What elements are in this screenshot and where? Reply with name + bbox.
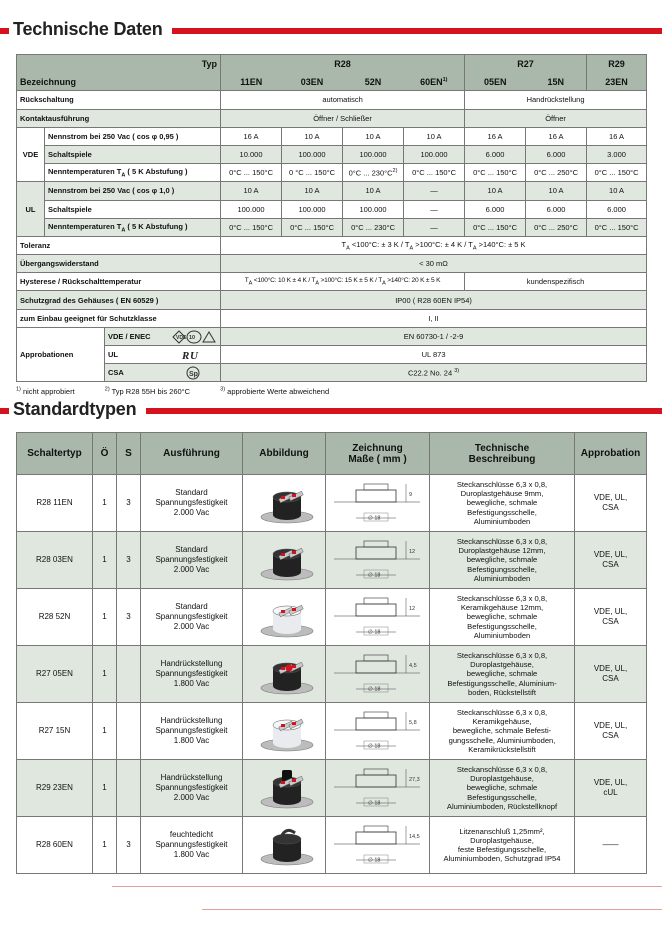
type-11en: 11EN: [221, 73, 282, 91]
table-row: [17, 475, 647, 532]
approbation-cell: VDE, UL, CSA: [575, 589, 647, 646]
beschreibung-cell: Steckanschlüsse 6,3 x 0,8, Duroplastgehäuse 9mm, bewegliche, schmale Befestigungsschelle, Aluminiumboden: [430, 475, 575, 532]
type-15n: 15N: [526, 73, 587, 91]
vde-temp: 0°C ... 150°C: [221, 164, 282, 182]
approbation-cell: VDE, UL, CSA: [575, 646, 647, 703]
abbildung-cell: [243, 532, 326, 589]
height-dimension-label: 27,3: [408, 777, 420, 783]
vde-temp: 0°C ... 150°C: [465, 164, 526, 182]
ul-temp: 0°C ... 150°C: [221, 218, 282, 236]
ul-schaltspiele: 100.000: [221, 200, 282, 218]
accent-bar: [146, 408, 662, 414]
type-23en: 23EN: [587, 73, 647, 91]
appro-value-csa: C22.2 No. 24 $^{3)}$: [221, 364, 647, 382]
ausfuehrung-cell: feuchtedicht Spannungsfestigkeit 1.800 Vac: [141, 817, 243, 874]
accent-bar: [0, 28, 9, 34]
height-dimension-label: 9: [408, 492, 412, 498]
typ-label: Typ: [17, 55, 221, 73]
ul-schaltspiele: 6.000: [587, 200, 647, 218]
dimension-drawing: [330, 535, 426, 585]
accent-bar: [0, 408, 9, 414]
diameter-dimension-label: ∅ 18: [367, 686, 380, 693]
ul-nennstrom: 10 A: [526, 182, 587, 200]
abbildung-cell: [243, 760, 326, 817]
ul-nennstrom-label: Nennstrom bei 250 Vac ( cos φ 1,0 ): [45, 182, 221, 200]
header-schaltertyp: Schaltertyp: [17, 433, 93, 475]
header-ausfuehrung: Ausführung: [141, 433, 243, 475]
height-dimension-label: 5,8: [408, 720, 417, 726]
footer-rule: [202, 909, 662, 910]
schaltertyp-cell: R27 15N: [17, 703, 93, 760]
abbildung-cell: [243, 817, 326, 874]
diameter-dimension-label: ∅ 18: [367, 515, 380, 522]
ul-temp: 0°C ... 150°C: [282, 218, 343, 236]
abbildung-cell: [243, 475, 326, 532]
diameter-dimension-label: ∅ 18: [367, 800, 380, 807]
beschreibung-cell: Steckanschlüsse 6,3 x 0,8, Duroplastgehäuse, bewegliche, schmale Befestigungsschelle, Aluminiumboden, Rückstellknopf: [430, 760, 575, 817]
vde-enec-logo: [171, 330, 217, 344]
oeffner-cell: 1: [93, 589, 117, 646]
vde-nennstrom: 10 A: [343, 127, 404, 145]
section-title: Standardtypen: [13, 399, 137, 419]
diameter-dimension-label: ∅ 18: [367, 857, 380, 864]
vde-nennstrom: 10 A: [404, 127, 465, 145]
einbau-value: I, II: [221, 309, 647, 327]
type-05en: 05EN: [465, 73, 526, 91]
zeichnung-cell: [326, 589, 430, 646]
schliesser-cell: [117, 760, 141, 817]
svg-text:R: R: [182, 350, 190, 361]
beschreibung-cell: Steckanschlüsse 6,3 x 0,8, Duroplastgehäuse, bewegliche, schmale Befestigungsschelle, Aluminium- boden, Rückstellstift: [430, 646, 575, 703]
appro-name-csa: CSA Sp: [105, 364, 221, 382]
height-dimension-label: 4,5: [408, 663, 417, 669]
oeffner-cell: 1: [93, 760, 117, 817]
ul-temp: 0°C ... 250°C: [526, 218, 587, 236]
ul-nennstrom: —: [404, 182, 465, 200]
vde-nennstrom: 10 A: [282, 127, 343, 145]
vde-schaltspiele: 100.000: [404, 145, 465, 163]
approbation-cell: VDE, UL, CSA: [575, 703, 647, 760]
zeichnung-cell: [326, 703, 430, 760]
product-photo: [249, 764, 319, 812]
ul-temp: —: [404, 218, 465, 236]
type-52n: 52N: [343, 73, 404, 91]
ausfuehrung-cell: Handrückstellung Spannungsfestigkeit 1.800 Vac: [141, 646, 243, 703]
vde-schaltspiele-label: Schaltspiele: [45, 145, 221, 163]
approbation-cell: VDE, UL, CSA: [575, 475, 647, 532]
product-photo: [249, 479, 319, 527]
dimension-drawing: [330, 706, 426, 756]
ausfuehrung-cell: Handrückstellung Spannungsfestigkeit 2.000 Vac: [141, 760, 243, 817]
vde-nennstrom-label: Nennstrom bei 250 Vac ( cos φ 0,95 ): [45, 127, 221, 145]
table-row: [17, 703, 647, 760]
vde-schaltspiele: 100.000: [282, 145, 343, 163]
ul-nennstrom: 10 A: [282, 182, 343, 200]
vde-nennstrom: 16 A: [587, 127, 647, 145]
uebergang-value: < 30 mΩ: [221, 255, 647, 273]
diameter-dimension-label: ∅ 18: [367, 572, 380, 579]
svg-text:10: 10: [189, 334, 196, 341]
ul-nennstrom: 10 A: [465, 182, 526, 200]
hysterese-label: Hysterese / Rückschalttemperatur: [17, 273, 221, 291]
vde-nennstrom: 16 A: [526, 127, 587, 145]
height-dimension-label: 12: [408, 549, 415, 555]
type-03en: 03EN: [282, 73, 343, 91]
ausfuehrung-cell: Standard Spannungsfestigkeit 2.000 Vac: [141, 475, 243, 532]
csa-logo: [186, 366, 200, 380]
dimension-drawing: [330, 820, 426, 870]
product-photo: [249, 650, 319, 698]
height-dimension-label: 14,5: [408, 834, 420, 840]
schliesser-cell: [117, 703, 141, 760]
abbildung-cell: [243, 703, 326, 760]
oeffner-cell: 1: [93, 817, 117, 874]
schliesser-cell: 3: [117, 589, 141, 646]
section-title: Technische Daten: [13, 19, 163, 39]
kontakt-r27: Öffner: [465, 109, 647, 127]
abbildung-cell: [243, 589, 326, 646]
schliesser-cell: 3: [117, 475, 141, 532]
svg-text:VDE: VDE: [176, 334, 187, 341]
schaltertyp-cell: R28 11EN: [17, 475, 93, 532]
vde-schaltspiele: 6.000: [465, 145, 526, 163]
ul-nennstrom: 10 A: [343, 182, 404, 200]
vde-temp: 0°C ... $230^\circ C^{2)}$: [343, 164, 404, 182]
zeichnung-cell: [326, 532, 430, 589]
technical-data-table: [16, 54, 647, 382]
oeffner-cell: 1: [93, 703, 117, 760]
ausfuehrung-cell: Standard Spannungsfestigkeit 2.000 Vac: [141, 532, 243, 589]
vde-label: VDE: [17, 127, 45, 182]
diameter-dimension-label: ∅ 18: [367, 629, 380, 636]
height-dimension-label: 12: [408, 606, 415, 612]
ul-schaltspiele-label: Schaltspiele: [45, 200, 221, 218]
vde-schaltspiele: 10.000: [221, 145, 282, 163]
table-row: [17, 760, 647, 817]
footer-rule: [112, 886, 662, 887]
vde-nennstrom: 16 A: [221, 127, 282, 145]
diameter-dimension-label: ∅ 18: [367, 743, 380, 750]
kontakt-label: Kontaktausführung: [17, 109, 221, 127]
ul-temp-label: Nenntemperaturen $T_A$ ( 5 K Abstufung ): [45, 218, 221, 236]
approbationen-label: Approbationen: [17, 327, 105, 382]
toleranz-label: Toleranz: [17, 236, 221, 254]
vde-temp: 0°C ... 150°C: [587, 164, 647, 182]
uebergang-label: Übergangswiderstand: [17, 255, 221, 273]
abbildung-cell: [243, 646, 326, 703]
section-header-technical: [0, 20, 662, 42]
schutz-label: Schutzgrad des Gehäuses ( EN 60529 ): [17, 291, 221, 309]
kontakt-r28: Öffner / Schließer: [221, 109, 465, 127]
approbation-cell: VDE, UL, CSA: [575, 532, 647, 589]
product-photo: [249, 821, 319, 869]
svg-text:Sp: Sp: [189, 371, 198, 379]
product-photo: [249, 536, 319, 584]
ul-schaltspiele: —: [404, 200, 465, 218]
ul-label: UL: [17, 182, 45, 237]
group-r27: R27: [465, 55, 587, 73]
header-approbation: Approbation: [575, 433, 647, 475]
schliesser-cell: 3: [117, 532, 141, 589]
beschreibung-cell: Litzenanschluß 1,25mm², Duroplastgehäuse, feste Befestigungsschelle, Aluminiumboden, Schutzgrad IP54: [430, 817, 575, 874]
schliesser-cell: 3: [117, 817, 141, 874]
schaltertyp-cell: R28 60EN: [17, 817, 93, 874]
vde-temp: 0 °C ... 150°C: [282, 164, 343, 182]
schaltertyp-cell: R28 52N: [17, 589, 93, 646]
schaltertyp-cell: R28 03EN: [17, 532, 93, 589]
vde-nennstrom: 16 A: [465, 127, 526, 145]
rueckschaltung-r27: Handrückstellung: [465, 91, 647, 109]
appro-value-vde: EN 60730-1 / -2-9: [221, 327, 647, 345]
schliesser-cell: [117, 646, 141, 703]
svg-text:U: U: [190, 350, 198, 361]
appro-name-vde: VDE / ENEC VDE 10: [105, 327, 221, 345]
vde-temp-label: Nenntemperaturen $T_A$ ( 5 K Abstufung ): [45, 164, 221, 182]
approbation-cell: ——: [575, 817, 647, 874]
footnote-2: $^{2)}$ Typ R28 55H bis 260°C: [104, 386, 191, 396]
hysterese-r28: $T_A <100^\circ C$: 10 K ± 4 $K / T_A >100^\circ C$: 15 K ± 5 $K / T_A >140^\circ C$: 20 K ± 5 K: [221, 273, 465, 291]
ul-temp: 0°C ... 150°C: [587, 218, 647, 236]
ausfuehrung-cell: Standard Spannungsfestigkeit 2.000 Vac: [141, 589, 243, 646]
footnote-1: $^{1)}$ nicht approbiert: [16, 386, 75, 396]
section-header-standard: [0, 400, 662, 422]
vde-temp: 0°C ... 150°C: [404, 164, 465, 182]
beschreibung-cell: Steckanschlüsse 6,3 x 0,8, Keramikgehäuse, bewegliche, schmale Befesti- gungsschelle, Aluminiumboden, Keramikrückstellstift: [430, 703, 575, 760]
table-row: [17, 817, 647, 874]
header-zeichnung: Zeichnung Maße ( mm ): [326, 433, 430, 475]
appro-value-ul: UL 873: [221, 346, 647, 364]
group-r28: R28: [221, 55, 465, 73]
ul-schaltspiele: 6.000: [465, 200, 526, 218]
dimension-drawing: [330, 478, 426, 528]
einbau-label: zum Einbau geeignet für Schutzklasse: [17, 309, 221, 327]
ul-temp: 0°C ... 230°C: [343, 218, 404, 236]
type-60en: 60EN$^{1)}$: [404, 73, 465, 91]
ul-schaltspiele: 6.000: [526, 200, 587, 218]
vde-temp: 0°C ... 250°C: [526, 164, 587, 182]
zeichnung-cell: [326, 817, 430, 874]
oeffner-cell: 1: [93, 475, 117, 532]
zeichnung-cell: [326, 760, 430, 817]
header-abbildung: Abbildung: [243, 433, 326, 475]
ul-schaltspiele: 100.000: [282, 200, 343, 218]
dimension-drawing: [330, 763, 426, 813]
bezeichnung-label: Bezeichnung: [17, 73, 221, 91]
accent-bar: [172, 28, 662, 34]
rueckschaltung-label: Rückschaltung: [17, 91, 221, 109]
ausfuehrung-cell: Handrückstellung Spannungsfestigkeit 1.800 Vac: [141, 703, 243, 760]
table-row: [17, 646, 647, 703]
vde-schaltspiele: 100.000: [343, 145, 404, 163]
header-schliesser: S: [117, 433, 141, 475]
schutz-value: IP00 ( R28 60EN IP54): [221, 291, 647, 309]
beschreibung-cell: Steckanschlüsse 6,3 x 0,8, Duroplastgehäuse 12mm, bewegliche, schmale Befestigungsschelle, Aluminiumboden: [430, 532, 575, 589]
product-photo: [249, 593, 319, 641]
ul-nennstrom: 10 A: [587, 182, 647, 200]
rueckschaltung-r28: automatisch: [221, 91, 465, 109]
product-photo: [249, 707, 319, 755]
footnotes: [16, 386, 357, 396]
toleranz-value: $T_A <100^\circ C$: ± 3 $K / T_A >100^\circ C$: ± 4 $K / T_A >140^\circ C$: ± 5 K: [221, 236, 647, 254]
ul-schaltspiele: 100.000: [343, 200, 404, 218]
appro-name-ul: UL R U: [105, 346, 221, 364]
approbation-cell: VDE, UL, cUL: [575, 760, 647, 817]
vde-schaltspiele: 6.000: [526, 145, 587, 163]
header-oeffner: Ö: [93, 433, 117, 475]
zeichnung-cell: [326, 646, 430, 703]
dimension-drawing: [330, 592, 426, 642]
oeffner-cell: 1: [93, 532, 117, 589]
ul-temp: 0°C ... 150°C: [465, 218, 526, 236]
vde-schaltspiele: 3.000: [587, 145, 647, 163]
group-r29: R29: [587, 55, 647, 73]
ul-nennstrom: 10 A: [221, 182, 282, 200]
table-row: [17, 589, 647, 646]
beschreibung-cell: Steckanschlüsse 6,3 x 0,8, Keramikgehäuse 12mm, bewegliche, schmale Befestigungsschelle, Aluminiumboden: [430, 589, 575, 646]
schaltertyp-cell: R27 05EN: [17, 646, 93, 703]
zeichnung-cell: [326, 475, 430, 532]
schaltertyp-cell: R29 23EN: [17, 760, 93, 817]
table-row: [17, 532, 647, 589]
dimension-drawing: [330, 649, 426, 699]
standard-types-table: [16, 432, 647, 874]
ul-logo: [182, 349, 204, 361]
hysterese-r27: kundenspezifisch: [465, 273, 647, 291]
footnote-3: $^{3)}$ approbierte Werte abweichend: [220, 386, 330, 396]
oeffner-cell: 1: [93, 646, 117, 703]
header-beschreibung: Technische Beschreibung: [430, 433, 575, 475]
